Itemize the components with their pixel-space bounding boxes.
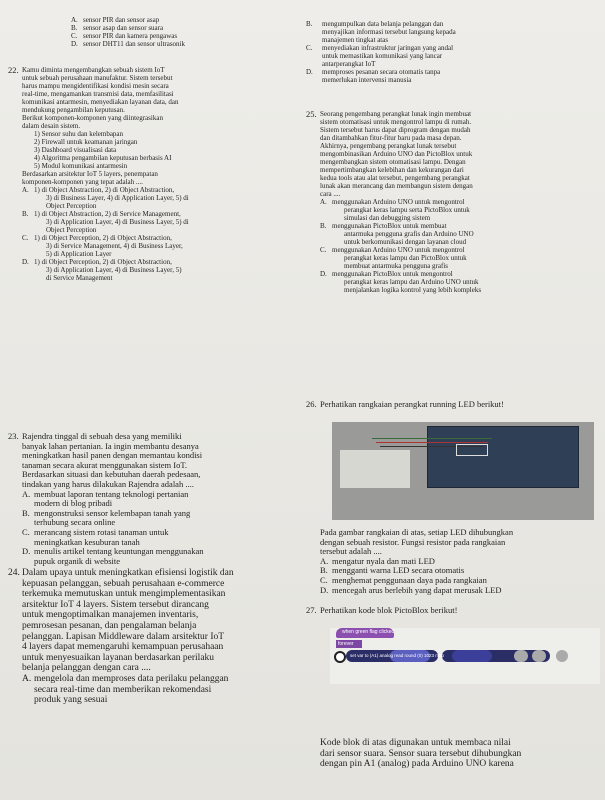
q27-lead-text: Perhatikan kode blok PictoBlox berikut! <box>320 606 458 615</box>
q21-option-a[interactable]: A. sensor PIR dan sensor asap <box>71 16 160 24</box>
q24-option-d[interactable]: D. memproses pesanan secara otomatis tanpa memerlukan intervensi manusia <box>306 68 441 84</box>
q24-number: 24. <box>8 568 20 578</box>
breadboard <box>340 450 410 488</box>
q27-stem: Kode blok di atas digunakan untuk membaca nilai dari sensor suara. Sensor suara tersebut dihubungkan dengan pin A1 (analog) pada Arduino UNO karena <box>320 738 522 770</box>
forever-block: forever <box>336 640 362 648</box>
q26-option-c[interactable]: C. menghemat penggunaan daya pada rangkaian <box>320 574 487 585</box>
question-26-lead <box>306 400 601 410</box>
q21-option-b[interactable]: B. sensor asap dan sensor suara <box>71 24 164 32</box>
question-26-body <box>306 528 601 595</box>
q21-option-c[interactable]: C. sensor PIR dan kamera pengawas <box>71 32 178 40</box>
q26-option-d[interactable]: D. mencegah arus berlebih yang dapat merusak LED <box>320 584 502 595</box>
q22-item-1: 1) Sensor suhu dan kelembapan <box>34 130 124 138</box>
q22-option-a[interactable]: A. 1) di Object Abstraction, 2) di Object Abstraction, 3) di Business Layer, 4) di Application Layer, 5) di Object Perception <box>22 186 189 210</box>
q24-option-c[interactable]: C. menyediakan infrastruktur jaringan yang andal untuk memastikan komunikasi yang lancar antarperangkat IoT <box>306 44 454 68</box>
q25-option-b[interactable]: B. menggunakan PictoBlox untuk membuat antarmuka pengguna grafis dan Arduino UNO untuk berkomunikasi dengan layanan cloud <box>320 222 474 246</box>
value-slot <box>532 650 546 662</box>
circuit-wire <box>376 442 488 443</box>
q23-option-a[interactable]: A. membuat laporan tentang teknologi pertanian modern di blog pribadi <box>22 488 189 509</box>
q27-number: 27. <box>306 605 317 615</box>
q21-option-d[interactable]: D. sensor DHT11 dan sensor ultrasonik <box>71 40 186 48</box>
q26-option-a[interactable]: A. mengatur nyala dan mati LED <box>320 555 435 566</box>
round-block <box>452 650 492 662</box>
arduino-logo <box>456 444 488 456</box>
q22-option-c[interactable]: C. 1) di Object Perception, 2) di Object Abstraction, 3) di Service Management, 4) di Business Layer, 5) di Application Layer <box>22 234 183 258</box>
question-27-lead <box>306 606 601 616</box>
q22-number: 22. <box>8 65 19 75</box>
q22-item-5: 5) Modul komunikasi antarmesin <box>34 162 128 170</box>
q25-stem: Seorang pengembang perangkat lunak ingin membuat sistem otomatisasi untuk mengontrol lampu di rumah. Sistem tersebut harus dapat diprogram dengan mudah dan ditambahkan fitur-fitur baru pada masa depan. Akhirnya, pengembang perangkat lunak tersebut mengombinasikan Arduino UNO dan PictoBlox untuk mengembangkan sistem otomatisasi lampu. Dengan mempertimbangkan kelebihan dan kekurangan dari kedua tools atau alat tersebut, pengembang perangkat lunak akan merancang dan membangun sistem dengan cara .... A. menggunakan Arduino UNO untuk mengontrol perangkat keras lampu serta PictoBlox untuk simulasi dan debugging sistem B. menggunakan PictoBlox untuk membuat antarmuka pengguna grafis dan Arduino UNO untuk berkomunikasi dengan layanan cloud C. menggunakan Arduino UNO untuk mengontrol perangkat keras lampu dan PictoBlox untuk membuat antarmuka pengguna grafis D. menggunakan PictoBlox untuk mengontrol perangkat keras lampu dan Arduino UNO untuk menjalankan logika kontrol yang lebih kompleks <box>306 110 601 294</box>
pictoblox-code-image <box>330 628 600 684</box>
q26-option-b[interactable]: B. mengganti warna LED secara otomatis <box>320 565 465 576</box>
q24-option-b[interactable]: B. mengumpulkan data belanja pelanggan dan menyajikan informasi tersebut langsung kepada manajemen tingkat atas <box>306 20 456 44</box>
q25-option-a[interactable]: A. menggunakan Arduino UNO untuk mengontrol perangkat keras lampu serta PictoBlox untuk simulasi dan debugging sistem <box>320 198 470 222</box>
q25-option-d[interactable]: D. menggunakan PictoBlox untuk mengontrol perangkat keras lampu dan Arduino UNO untuk menjalankan logika kontrol yang lebih kompleks <box>320 270 482 294</box>
q26-lead-text: Perhatikan rangkaian perangkat running LED berikut! <box>320 400 504 409</box>
q26-number: 26. <box>306 399 317 409</box>
question-27-body <box>306 738 601 770</box>
question-22 <box>8 66 300 282</box>
q22-option-d[interactable]: D. 1) di Object Perception, 2) di Object Abstraction, 3) di Application Layer, 4) di Business Layer, 5) di Service Management <box>22 258 182 282</box>
q22-item-3: 3) Dashboard visualisasi data <box>34 146 117 154</box>
q21-options <box>8 16 300 48</box>
q24-stem: Dalam upaya untuk meningkatkan efisiensi logistik dan kepuasan pelanggan, sebuah perusahaan e-commerce terkemuka memutuskan untuk mengimplementasikan arsitektur IoT 4 layers. Sistem tersebut dirancang untuk mengoptimalkan manajemen inventaris, pemrosesan pesanan, dan pengalaman belanja pelanggan. Lapisan Middleware dalam arsitektur IoT 4 layers dapat memengaruhi kemampuan perusahaan untuk menyesuaikan layanan berdasarkan perilaku belanja pelanggan dengan cara .... A. mengelola dan memproses data perilaku pelanggan secara real-time dan memberikan rekomendasi produk yang sesuai <box>8 568 300 706</box>
circuit-wire <box>372 438 492 439</box>
q22-option-b[interactable]: B. 1) di Object Abstraction, 2) di Service Management, 3) di Application Layer, 4) di Business Layer, 5) di Object Perception <box>22 210 189 234</box>
value-slot <box>514 650 528 662</box>
q22-stem: Kamu diminta mengembangkan sebuah sistem IoT untuk sebuah perusahaan manufaktur. Sistem tersebut harus mampu mengidentifikasi kondisi mesin secara real-time, mengamankan transmisi data, memfasilitasi komunikasi antarmesin, menyediakan layanan data, dan mendukung pengambilan keputusan. Berikut komponen-komponen yang diintegrasikan dalam desain sistem. 1) Sensor suhu dan kelembapan 2) Firewall untuk keamanan jaringan 3) Dashboard visualisasi data 4) Algoritma pengambilan keputusan berbasis AI 5) Modul komunikasi antarmesin Berdasarkan arsitektur IoT 5 layers, penempatan komponen-komponen yang tepat adalah .... A. 1) di Object Abstraction, 2) di Object Abstraction, 3) di Business Layer, 4) di Application Layer, 5) di Object Perception B. 1) di Object Abstraction, 2) di Service Management, 3) di Application Layer, 4) di Business Layer, 5) di Object Perception C. 1) di Object Perception, 2) di Object Abstraction, 3) di Service Management, 4) di Business Layer, 5) di Application Layer D. 1) di Object Perception, 2) di Object Abstraction, 3) di Application Layer, 4) di Business Layer, 5) di Service Management <box>8 66 300 282</box>
question-25 <box>306 110 601 294</box>
q24-continued-options <box>306 20 601 84</box>
q25-number: 25. <box>306 109 317 119</box>
when-flag-clicked-block: when green flag clicked <box>336 628 394 638</box>
question-23 <box>8 432 300 566</box>
question-24 <box>8 568 300 706</box>
running-led-circuit-image <box>332 422 594 520</box>
q23-option-c[interactable]: C. merancang sistem rotasi tanaman untuk meningkatkan kesuburan tanah <box>22 526 169 547</box>
q23-option-d[interactable]: D. menulis artikel tentang keuntungan menggunakan pupuk organik di website <box>22 546 204 566</box>
q22-item-4: 4) Algoritma pengambilan keputusan berbasis AI <box>34 154 172 162</box>
q23-stem: Rajendra tinggal di sebuah desa yang memiliki banyak lahan pertanian. Ia ingin membantu desanya meningkatkan hasil panen dengan memantau kondisi tanaman secara akurat menggunakan sistem IoT. Berdasarkan situasi dan kebutuhan daerah pedesaan, tindakan yang harus dilakukan Rajendra adalah .... A. membuat laporan tentang teknologi pertanian modern di blog pribadi B. mengonstruksi sensor kelembapan tanah yang terhubung secara online C. merancang sistem rotasi tanaman untuk meningkatkan kesuburan tanah D. menulis artikel tentang keuntungan menggunakan pupuk organik di website <box>8 432 300 566</box>
value-slot <box>556 650 568 662</box>
arduino-board <box>427 426 579 488</box>
circle-icon <box>334 651 346 663</box>
q25-option-c[interactable]: C. menggunakan Arduino UNO untuk mengontrol perangkat keras lampu dan PictoBlox untuk membuat antarmuka pengguna grafis <box>320 246 467 270</box>
q22-item-2: 2) Firewall untuk keamanan jaringan <box>34 138 138 146</box>
q26-stem: Pada gambar rangkaian di atas, setiap LED dihubungkan dengan sebuah resistor. Fungsi resistor pada rangkaian tersebut adalah .... A. mengatur nyala dan mati LED B. mengganti warna LED secara otomatis C. menghemat penggunaan daya pada rangkaian D. mencegah arus berlebih yang dapat merusak LED <box>306 528 601 595</box>
q24-option-a[interactable]: A. mengelola dan memproses data perilaku pelanggan secara real-time dan memberikan rekomendasi produk yang sesuai <box>22 673 229 706</box>
set-variable-block-row: set var to (A1) analog read round (0) 1023 map <box>330 650 592 662</box>
q23-number: 23. <box>8 431 19 441</box>
q23-option-b[interactable]: B. mengonstruksi sensor kelembapan tanah yang terhubung secara online <box>22 507 191 528</box>
